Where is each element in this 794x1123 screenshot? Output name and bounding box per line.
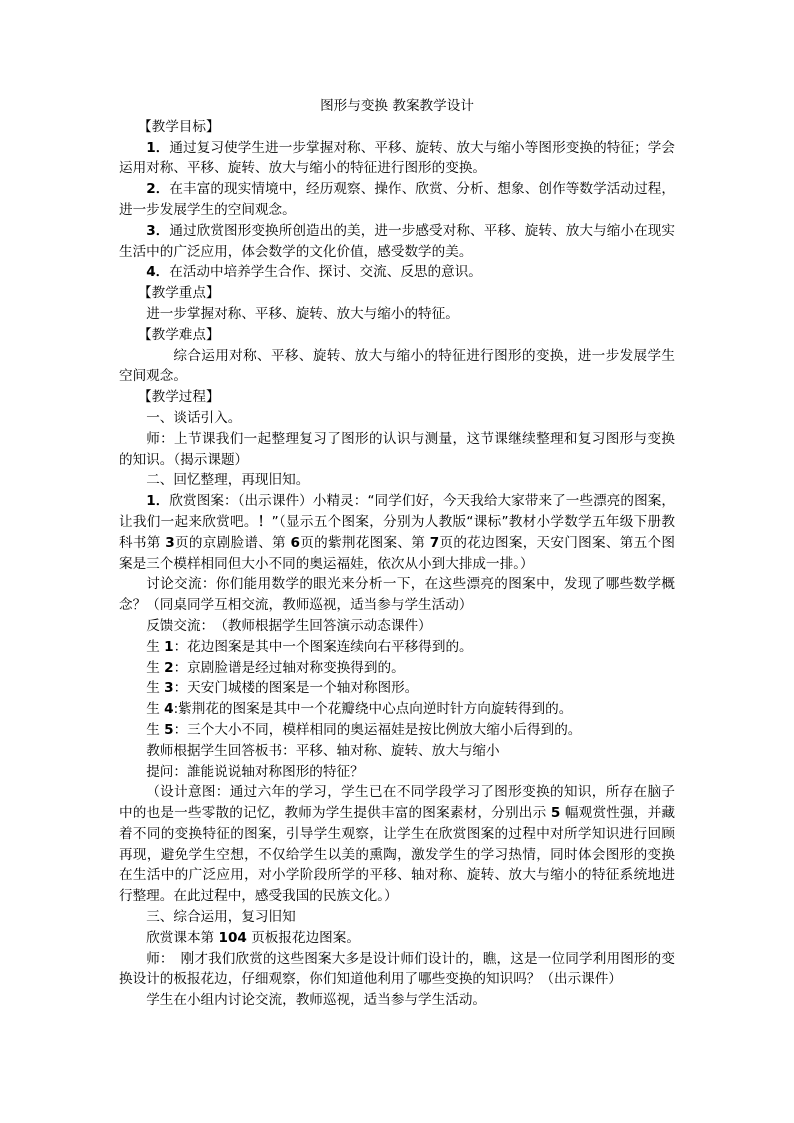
text-run: （设计意图：通过六年的学习，学生已在不同学段学习了图形变换的知识，所存在脑子中的也是一些零散的记忆，教师为学生提供丰富的图案素材，分别出示 [119, 784, 675, 822]
document-title: 图形与变换 教案教学设计 [320, 98, 474, 114]
student-number: 2 [164, 659, 174, 676]
text-run: ：三个大小不同，模样相同的奥运福娃是按比例放大缩小后得到的。 [173, 721, 582, 738]
goal-paragraph-4 [119, 262, 675, 283]
section-heading-difficulties: 【教学难点】 [138, 326, 220, 343]
question-paragraph: 提问：誰能说说轴对称图形的特征？ [146, 763, 364, 780]
text-run: 生 [146, 701, 165, 718]
page-number-bold: 7 [429, 534, 440, 551]
difficulties-paragraph: 综合运用对称、平移、旋转、放大与缩小的特征进行图形的变换，进一步发展学生空间观念。 [119, 347, 675, 385]
board-writing-paragraph: 教师根据学生回答板书：平移、轴对称、旋转、放大与缩小 [146, 742, 500, 759]
goal-text: 通过欣赏图形变换所创造出的美，进一步感受对称、平移、旋转、放大与缩小在现实生活中的广泛应用，体会数学的文化价值，感受数学的美。 [119, 222, 675, 260]
discussion-paragraph: 讨论交流：你们能用数学的眼光来分析一下，在这些漂亮的图案中，发现了哪些数学概念？（同桌同学互相交流，教师巡视，适当参与学生活动） [119, 576, 675, 614]
text-run: 生 [146, 680, 165, 697]
item-number: 1． [146, 493, 170, 510]
student-answer-5 [119, 720, 675, 741]
goal-paragraph-3 [119, 221, 675, 263]
student-answer-2 [119, 658, 675, 679]
page-number-bold: 3 [165, 534, 175, 551]
text-run: :紫荆花的图案是其中一个花瓣绕中心点向逆时针方向旋转得到的。 [173, 701, 573, 718]
student-number: 1 [164, 638, 174, 655]
page-number-bold: 6 [290, 534, 300, 551]
teacher-paragraph: 师： 刚才我们欣赏的这些图案大多是设计师们设计的，瞧，这是一位同学利用图形的变换设计的板报花边，仔细观察，你们知道他利用了哪些变换的知识吗？（出示课件） [119, 950, 675, 988]
student-answer-1 [119, 637, 675, 658]
step-3-heading: 三、综合运用，复习旧知 [146, 909, 296, 926]
student-answer-4 [119, 699, 675, 720]
goal-paragraph-1 [119, 138, 675, 180]
text-run: 页板报花边图案。 [246, 929, 360, 946]
text-run: ：天安门城楼的图案是一个轴对称图形。 [173, 680, 419, 697]
step-2-heading: 二、回忆整理，再现旧知。 [146, 472, 310, 489]
section-heading-key-points: 【教学重点】 [138, 285, 220, 302]
section-heading-goals: 【教学目标】 [138, 118, 220, 135]
text-run: 页的紫荆花图案、第 [300, 534, 430, 551]
text-run: ”（显示五个图案，分别为人教版“课标”教材小学数学五年级下册教科书第 [119, 513, 676, 551]
text-run: ：京剧脸谱是经过轴对称变换得到的。 [173, 659, 405, 676]
step-3-paragraph [119, 928, 675, 949]
text-run: 生 [146, 638, 165, 655]
exclamation-bold: ！ [257, 513, 272, 530]
student-number: 3 [164, 680, 174, 697]
count-number: 5 [550, 805, 561, 822]
text-run: ：花边图案是其中一个图案连续向右平移得到的。 [173, 638, 473, 655]
step-2-paragraph [119, 491, 675, 574]
goal-number: 4． [146, 264, 170, 281]
goal-number: 2． [146, 181, 170, 198]
text-run: 欣赏图案：（出示课件）小精灵：“同学们好，今天我给大家带来了一些漂亮的图案，让我们一起来欣赏吧。 [119, 493, 675, 530]
document-page [119, 96, 675, 1011]
text-run: 欣赏课本第 [146, 929, 219, 946]
step-1-paragraph: 师：上节课我们一起整理复习了图形的认识与测量，这节课继续整理和复习图形与变换的知识。（揭示课题） [119, 430, 675, 468]
goal-number: 1． [146, 139, 170, 156]
closing-paragraph: 学生在小组内讨论交流，教师巡视，适当参与学生活动。 [146, 992, 487, 1009]
text-run: 生 [146, 721, 165, 738]
design-intent-paragraph [119, 782, 675, 907]
goal-text: 在丰富的现实情境中，经历观察、操作、欣赏、分析、想象、创作等数学活动过程，进一步发展学生的空间观念。 [119, 181, 675, 218]
goal-text: 在活动中培养学生合作、探讨、交流、反思的意识。 [169, 264, 482, 281]
text-run: 页的花边图案，天安门图案、第五个图案是三个模样相同但大小不同的奥运福娃，依次从小到大排成一排。） [119, 534, 675, 572]
student-answer-3 [119, 678, 675, 699]
goal-paragraph-2 [119, 179, 675, 221]
page-number-bold: 104 [218, 929, 247, 946]
section-heading-process: 【教学过程】 [138, 389, 220, 406]
text-run: 幅观赏性强，并藏着不同的变换特征的图案，引导学生观察，让学生在欣赏图案的过程中对所学知识进行回顾再现，避免学生空想，不仅给学生以美的熏陶，激发学生的学习热情，同时体会图形的变换在生活中的广泛应用，对小学阶段所学的平移、轴对称、旋转、放大与缩小的特征系统地进行整理。在此过程中，感受我国的民族文化。） [119, 805, 675, 905]
key-points-paragraph: 进一步掌握对称、平移、旋转、放大与缩小的特征。 [146, 305, 459, 322]
feedback-paragraph: 反馈交流： （教师根据学生回答演示动态课件） [146, 617, 432, 634]
text-run: 生 [146, 659, 165, 676]
goal-number: 3． [146, 222, 170, 239]
goal-text: 通过复习使学生进一步掌握对称、平移、旋转、放大与缩小等图形变换的特征；学会运用对称、平移、旋转、放大与缩小的特征进行图形的变换。 [119, 139, 675, 177]
student-number: 5 [164, 721, 174, 738]
step-1-heading: 一、谈话引入。 [146, 409, 242, 426]
student-number: 4 [164, 701, 174, 718]
text-run: 页的京剧脸谱、第 [174, 534, 291, 551]
